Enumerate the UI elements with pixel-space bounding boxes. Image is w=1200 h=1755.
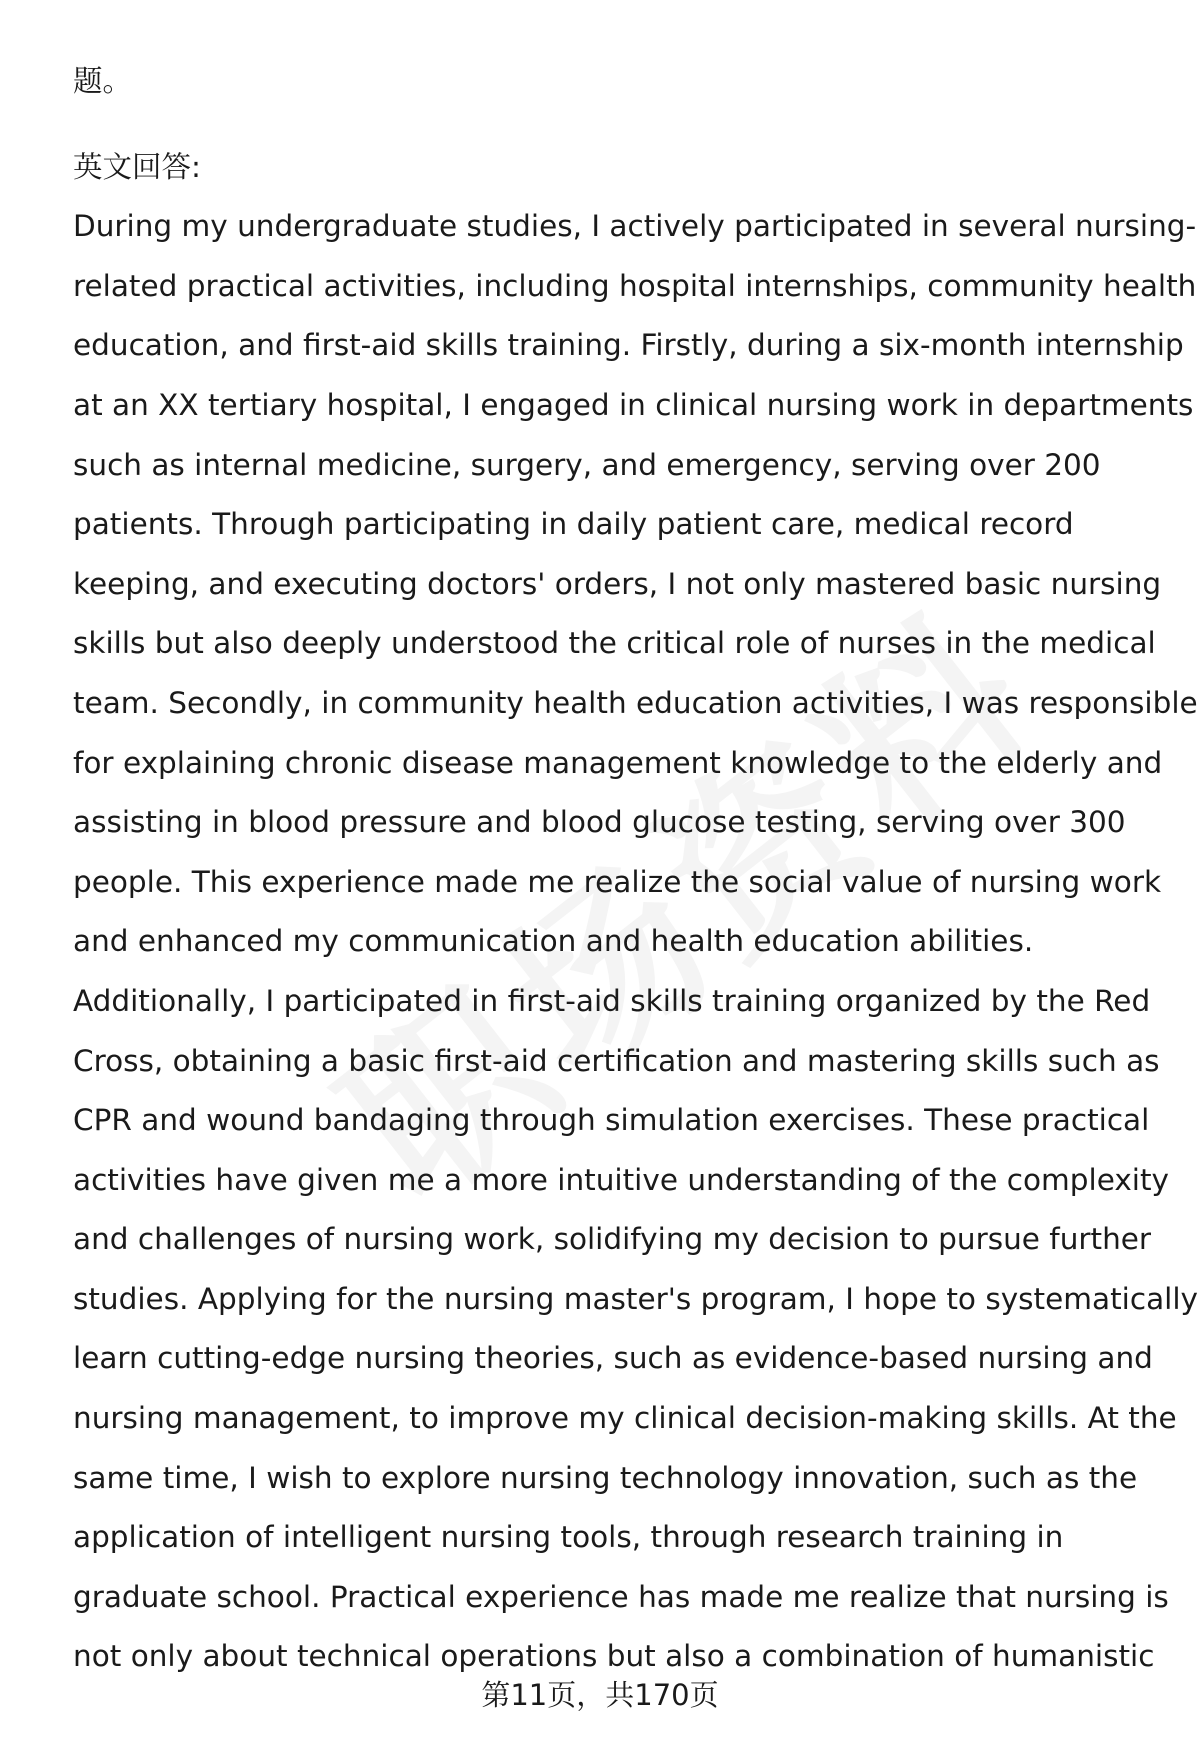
paragraph-line: CPR and wound bandaging through simulation exercises. These practical xyxy=(73,1103,1150,1138)
paragraph-line: During my undergraduate studies, I actively participated in several nursing- xyxy=(73,209,1197,244)
paragraph-line: graduate school. Practical experience has made me realize that nursing is xyxy=(73,1579,1169,1614)
paragraph-line: activities have given me a more intuitive understanding of the complexity xyxy=(73,1162,1170,1197)
page-number-footer: 第11页，共170页 xyxy=(481,1678,719,1712)
paragraph-line: application of intelligent nursing tools, through research training in xyxy=(73,1520,1064,1555)
paragraph-line: same time, I wish to explore nursing technology innovation, such as the xyxy=(73,1460,1138,1495)
paragraph-line: people. This experience made me realize the social value of nursing work xyxy=(73,864,1162,899)
paragraph-line: and challenges of nursing work, solidifying my decision to pursue further xyxy=(73,1222,1152,1257)
paragraph-line: keeping, and executing doctors' orders, I not only mastered basic nursing xyxy=(73,566,1162,601)
paragraph-line: for explaining chronic disease management knowledge to the elderly and xyxy=(73,745,1163,780)
paragraph-line: nursing management, to improve my clinical decision-making skills. At the xyxy=(73,1401,1177,1436)
continuation-text: 题。 xyxy=(73,64,133,98)
paragraph-line: education, and first-aid skills training. Firstly, during a six-month internship xyxy=(73,328,1184,363)
paragraph-line: learn cutting-edge nursing theories, such as evidence-based nursing and xyxy=(73,1341,1153,1376)
paragraph-line: at an XX tertiary hospital, I engaged in clinical nursing work in departments xyxy=(73,387,1194,422)
paragraph-line: such as internal medicine, surgery, and emergency, serving over 200 xyxy=(73,447,1101,482)
paragraph-line: related practical activities, including hospital internships, community health xyxy=(73,268,1197,303)
paragraph-line: patients. Through participating in daily patient care, medical record xyxy=(73,507,1074,542)
paragraph-line: skills but also deeply understood the critical role of nurses in the medical xyxy=(73,626,1156,661)
section-heading: 英文回答: xyxy=(73,149,201,184)
paragraph-line: not only about technical operations but also a combination of humanistic xyxy=(73,1639,1155,1674)
paragraph-line: studies. Applying for the nursing master's program, I hope to systematically xyxy=(73,1281,1198,1316)
paragraph-line: team. Secondly, in community health education activities, I was responsible xyxy=(73,685,1198,720)
paragraph-line: assisting in blood pressure and blood glucose testing, serving over 300 xyxy=(73,805,1126,840)
paragraph-line: Additionally, I participated in first-aid skills training organized by the Red xyxy=(73,983,1151,1018)
document-body xyxy=(73,52,1198,1687)
paragraph-line: Cross, obtaining a basic first-aid certification and mastering skills such as xyxy=(73,1043,1160,1078)
paragraph-line: and enhanced my communication and health education abilities. xyxy=(73,924,1034,959)
